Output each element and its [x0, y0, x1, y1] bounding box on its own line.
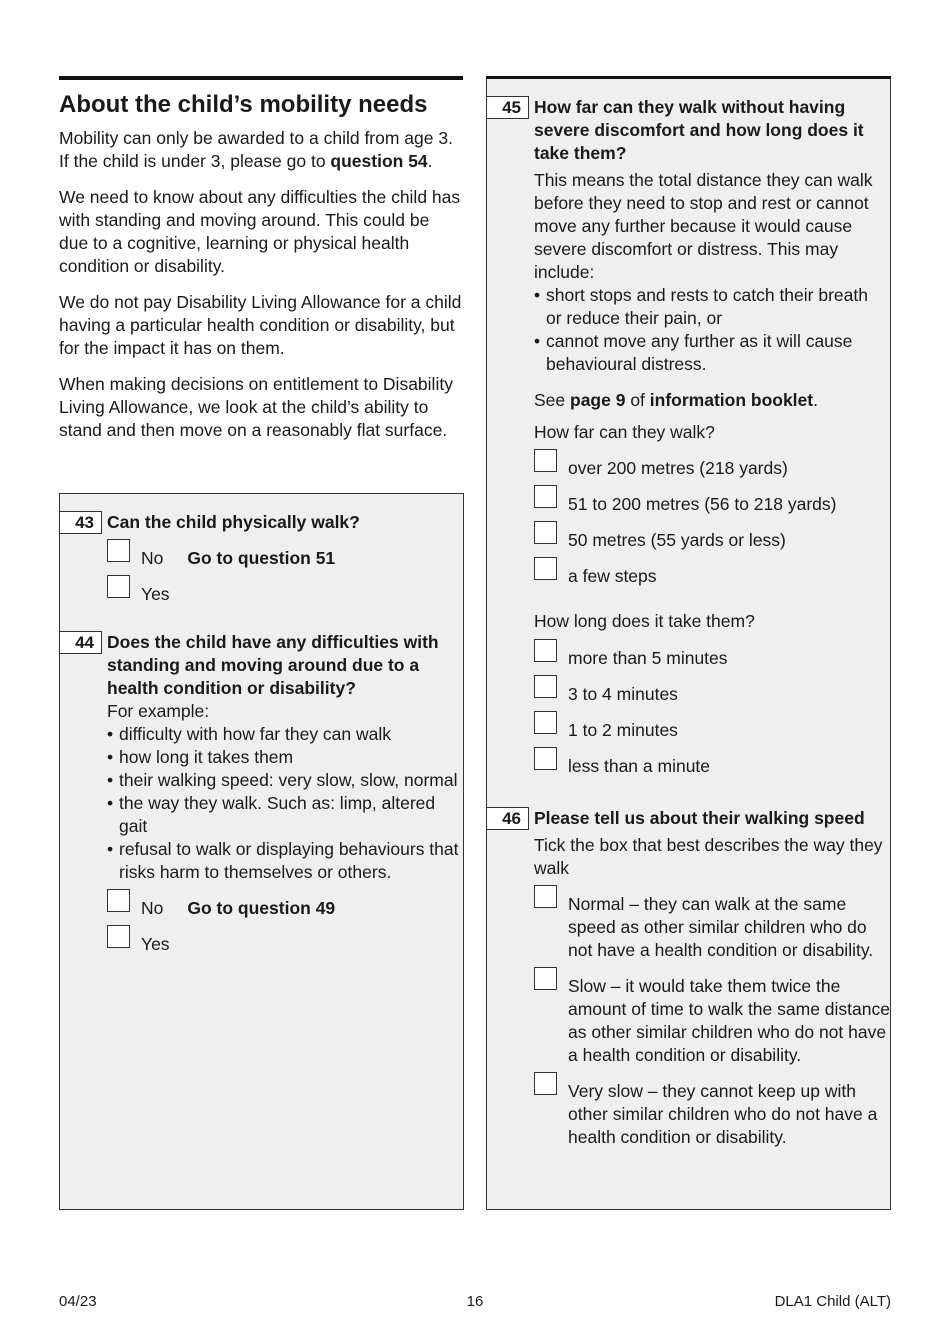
footer-date: 04/23 [59, 1293, 97, 1310]
question-46 [487, 807, 890, 1162]
speed-option-normal: Normal – they can walk at the same speed as other similar children who do not have a health condition or disability. [534, 893, 890, 962]
distance-option: 50 metres (55 yards or less) [534, 529, 886, 552]
question-number: 43 [60, 511, 102, 534]
distance-option: 51 to 200 metres (56 to 218 yards) [534, 493, 886, 516]
intro-paragraph-impact: We do not pay Disability Living Allowance for a child having a particular health condition or disability, but for the impact it has on them. [59, 292, 462, 358]
option-no [107, 897, 459, 920]
question-number: 44 [60, 631, 102, 654]
footer-form-code: DLA1 Child (ALT) [774, 1293, 891, 1310]
checkbox[interactable] [534, 1072, 557, 1095]
intro-section [59, 76, 463, 455]
list-item: • refusal to walk or displaying behaviours that risks harm to themselves or others. [107, 838, 459, 884]
right-question-panel [486, 76, 891, 1210]
time-question: How long does it take them? [534, 611, 755, 631]
distance-option: a few steps [534, 565, 886, 588]
speed-option-slow: Slow – it would take them twice the amount of time to walk the same distance as other similar children who do not have a health condition or disability. [534, 975, 890, 1067]
intro-paragraph-age: Mobility can only be awarded to a child from age 3. If the child is under 3, please go to question 54. [59, 128, 453, 171]
option-label: No [141, 548, 164, 568]
option-no [107, 547, 459, 570]
time-option: more than 5 minutes [534, 647, 886, 670]
time-option: 3 to 4 minutes [534, 683, 886, 706]
left-question-panel [59, 493, 464, 1210]
checkbox[interactable] [534, 485, 557, 508]
distance-question: How far can they walk? [534, 422, 715, 442]
example-list [107, 723, 459, 884]
example-intro: For example: [107, 701, 210, 721]
question-description: This means the total distance they can walk before they need to stop and rest or cannot move any further because it would cause severe discomfort or distress. This may include: [534, 170, 873, 282]
question-title: Can the child physically walk? [107, 512, 360, 532]
list-item: • the way they walk. Such as: limp, altered gait [107, 792, 459, 838]
information-booklet-link: information booklet [649, 390, 814, 410]
question-title: Please tell us about their walking speed [534, 808, 865, 828]
checkbox-no[interactable] [107, 889, 130, 912]
list-item: • their walking speed: very slow, slow, normal [107, 769, 459, 792]
footer-page-number: 16 [466, 1293, 484, 1310]
distance-option: over 200 metres (218 yards) [534, 457, 886, 480]
option-label: Yes [141, 584, 170, 604]
option-label: No [141, 898, 164, 918]
option-yes [107, 583, 459, 606]
checkbox[interactable] [534, 885, 557, 908]
checkbox-yes[interactable] [107, 925, 130, 948]
checkbox[interactable] [534, 521, 557, 544]
option-label: Yes [141, 934, 170, 954]
checkbox-no[interactable] [107, 539, 130, 562]
intro-paragraph-entitlement: When making decisions on entitlement to Disability Living Allowance, we look at the child’s ability to stand and then move on a reasonably flat surface. [59, 374, 453, 440]
list-item: • how long it takes them [107, 746, 459, 769]
checkbox[interactable] [534, 711, 557, 734]
option-yes [107, 933, 459, 956]
checkbox[interactable] [534, 449, 557, 472]
description-list [534, 284, 886, 376]
question-title: Does the child have any difficulties with standing and moving around due to a health condition or disability? [107, 632, 439, 698]
section-title: About the child’s mobility needs [59, 91, 428, 118]
question-45 [487, 96, 890, 791]
checkbox[interactable] [534, 557, 557, 580]
question-instruction: Tick the box that best describes the way they walk [534, 835, 883, 878]
speed-option-very-slow: Very slow – they cannot keep up with other similar children who do not have a health condition or disability. [534, 1080, 890, 1149]
question-number: 45 [487, 96, 529, 119]
list-item: • difficulty with how far they can walk [107, 723, 459, 746]
list-item: • cannot move any further as it will cause behavioural distress. [534, 330, 886, 376]
time-option: less than a minute [534, 755, 886, 778]
go-to-instruction: Go to question 51 [187, 548, 336, 568]
question-title: How far can they walk without having severe discomfort and how long does it take them? [534, 97, 864, 163]
go-to-instruction: Go to question 49 [187, 898, 336, 918]
checkbox[interactable] [534, 639, 557, 662]
question-44 [60, 631, 463, 969]
list-item: • short stops and rests to catch their breath or reduce their pain, or [534, 284, 886, 330]
intro-paragraph-difficulties: We need to know about any difficulties the child has with standing and moving around. This could be due to a cognitive, learning or physical health condition or disability. [59, 187, 461, 276]
question-54-reference: question 54 [330, 151, 428, 171]
booklet-reference: See page 9 of information booklet. [534, 390, 818, 410]
checkbox-yes[interactable] [107, 575, 130, 598]
question-number: 46 [487, 807, 529, 830]
checkbox[interactable] [534, 675, 557, 698]
question-43 [60, 511, 463, 619]
time-option: 1 to 2 minutes [534, 719, 886, 742]
checkbox[interactable] [534, 747, 557, 770]
checkbox[interactable] [534, 967, 557, 990]
